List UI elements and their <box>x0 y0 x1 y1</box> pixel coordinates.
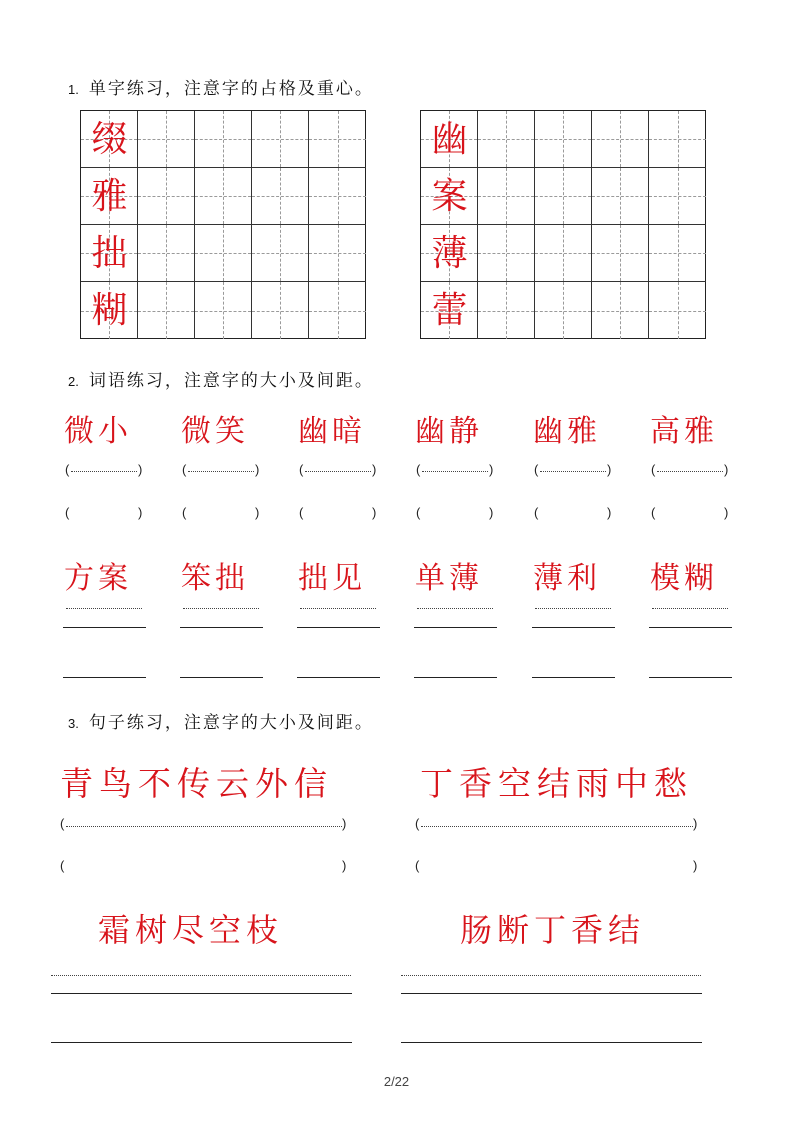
model-character: 蕾 <box>431 290 468 331</box>
section-number: 1. <box>68 82 79 97</box>
model-character: 糊 <box>91 290 128 331</box>
dotted-writing-line <box>535 608 611 609</box>
grid-cell <box>195 168 252 225</box>
paren-close: ) <box>489 462 494 477</box>
grid-cell <box>81 168 138 225</box>
grid-cell <box>592 225 649 282</box>
practice-grid-right <box>420 110 706 339</box>
grid-cell <box>252 111 309 168</box>
section-2-heading <box>68 366 374 391</box>
writing-line <box>414 677 497 678</box>
grid-cell <box>592 282 649 339</box>
paren-open: ( <box>651 462 656 477</box>
paren-close: ) <box>372 462 377 477</box>
grid-cell <box>421 282 478 339</box>
paren-close: ) <box>489 505 494 520</box>
paren-open: ( <box>60 858 65 873</box>
paren-open: ( <box>182 505 187 520</box>
grid-cell <box>535 282 592 339</box>
practice-word: 微小 <box>64 414 132 449</box>
grid-row <box>81 111 365 168</box>
paren-open: ( <box>299 462 304 477</box>
paren-close: ) <box>607 462 612 477</box>
dotted-writing-line <box>421 826 693 827</box>
grid-cell <box>649 168 706 225</box>
paren-open: ( <box>416 462 421 477</box>
grid-cell <box>309 225 366 282</box>
practice-word: 幽静 <box>415 414 483 449</box>
dotted-writing-line <box>66 608 142 609</box>
practice-grid-left <box>80 110 366 339</box>
paren-close: ) <box>138 462 143 477</box>
dotted-writing-line <box>417 608 493 609</box>
practice-word: 单薄 <box>415 561 483 596</box>
grid-row <box>421 111 705 168</box>
dotted-writing-line <box>401 975 701 976</box>
paren-close: ) <box>255 462 260 477</box>
model-character: 拙 <box>91 233 128 274</box>
sentence-1: 青鸟不传云外信 <box>60 764 333 803</box>
writing-line <box>401 1042 702 1043</box>
grid-cell <box>195 282 252 339</box>
paren-open: ( <box>651 505 656 520</box>
writing-line <box>180 627 263 628</box>
paren-close: ) <box>693 858 698 873</box>
grid-cell <box>309 168 366 225</box>
writing-line <box>297 677 380 678</box>
grid-cell <box>421 168 478 225</box>
page-number: 2/22 <box>383 1074 410 1089</box>
writing-line <box>63 677 146 678</box>
grid-cell <box>81 225 138 282</box>
section-title: 词语练习，注意字的大小及间距。 <box>88 371 374 391</box>
grid-cell <box>309 111 366 168</box>
dotted-writing-line <box>66 826 342 827</box>
grid-cell <box>138 168 195 225</box>
grid-cell <box>138 282 195 339</box>
grid-cell <box>138 111 195 168</box>
writing-line <box>401 993 702 994</box>
model-character: 缀 <box>91 119 128 160</box>
dotted-writing-line <box>540 471 606 472</box>
writing-line <box>532 677 615 678</box>
grid-cell <box>421 111 478 168</box>
grid-cell <box>535 111 592 168</box>
grid-row <box>421 225 705 282</box>
grid-cell <box>252 282 309 339</box>
grid-row <box>421 282 705 339</box>
practice-word: 模糊 <box>650 561 718 596</box>
dotted-writing-line <box>183 608 259 609</box>
paren-close: ) <box>693 816 698 831</box>
paren-close: ) <box>255 505 260 520</box>
grid-cell <box>535 225 592 282</box>
dotted-writing-line <box>652 608 728 609</box>
section-number: 3. <box>68 716 79 731</box>
paren-open: ( <box>534 505 539 520</box>
paren-close: ) <box>372 505 377 520</box>
practice-word: 方案 <box>64 561 132 596</box>
paren-close: ) <box>724 462 729 477</box>
paren-open: ( <box>534 462 539 477</box>
writing-line <box>63 627 146 628</box>
grid-cell <box>478 282 535 339</box>
grid-cell <box>592 111 649 168</box>
writing-line <box>51 993 352 994</box>
paren-close: ) <box>342 858 347 873</box>
grid-cell <box>649 225 706 282</box>
grid-cell <box>535 168 592 225</box>
practice-word: 幽雅 <box>533 414 601 449</box>
grid-cell <box>649 111 706 168</box>
grid-cell <box>309 282 366 339</box>
model-character: 案 <box>431 176 468 217</box>
model-character: 幽 <box>431 119 468 160</box>
grid-cell <box>478 168 535 225</box>
paren-open: ( <box>182 462 187 477</box>
grid-cell <box>138 225 195 282</box>
writing-line <box>532 627 615 628</box>
paren-close: ) <box>138 505 143 520</box>
practice-word: 微笑 <box>181 414 249 449</box>
writing-line <box>414 627 497 628</box>
dotted-writing-line <box>422 471 488 472</box>
grid-cell <box>592 168 649 225</box>
writing-line <box>649 627 732 628</box>
section-number: 2. <box>68 374 79 389</box>
grid-cell <box>252 168 309 225</box>
writing-line <box>649 677 732 678</box>
grid-row <box>81 282 365 339</box>
paren-open: ( <box>299 505 304 520</box>
grid-cell <box>81 111 138 168</box>
model-character: 薄 <box>431 233 468 274</box>
grid-cell <box>252 225 309 282</box>
dotted-writing-line <box>71 471 137 472</box>
grid-cell <box>421 225 478 282</box>
dotted-writing-line <box>300 608 376 609</box>
dotted-writing-line <box>51 975 351 976</box>
dotted-writing-line <box>188 471 254 472</box>
model-character: 雅 <box>91 176 128 217</box>
paren-close: ) <box>724 505 729 520</box>
grid-cell <box>478 111 535 168</box>
paren-close: ) <box>607 505 612 520</box>
grid-cell <box>195 111 252 168</box>
grid-row <box>421 168 705 225</box>
grid-row <box>81 168 365 225</box>
practice-word: 高雅 <box>650 414 718 449</box>
dotted-writing-line <box>657 471 723 472</box>
grid-cell <box>195 225 252 282</box>
paren-open: ( <box>65 462 70 477</box>
paren-close: ) <box>342 816 347 831</box>
sentence-4: 肠断丁香结 <box>460 911 646 949</box>
grid-cell <box>81 282 138 339</box>
paren-open: ( <box>65 505 70 520</box>
sentence-2: 丁香空结雨中愁 <box>420 764 693 803</box>
paren-open: ( <box>416 505 421 520</box>
grid-cell <box>649 282 706 339</box>
practice-word: 笨拙 <box>181 561 249 596</box>
section-1-heading <box>68 74 374 99</box>
paren-open: ( <box>415 816 420 831</box>
writing-line <box>51 1042 352 1043</box>
paren-open: ( <box>415 858 420 873</box>
writing-line <box>180 677 263 678</box>
section-3-heading <box>68 708 374 733</box>
dotted-writing-line <box>305 471 371 472</box>
paren-open: ( <box>60 816 65 831</box>
section-title: 单字练习，注意字的占格及重心。 <box>88 79 374 99</box>
practice-word: 幽暗 <box>298 414 366 449</box>
grid-row <box>81 225 365 282</box>
practice-word: 薄利 <box>533 561 601 596</box>
section-title: 句子练习，注意字的大小及间距。 <box>88 713 374 733</box>
sentence-3: 霜树尽空枝 <box>98 911 284 949</box>
grid-cell <box>478 225 535 282</box>
writing-line <box>297 627 380 628</box>
practice-word: 拙见 <box>298 561 366 596</box>
